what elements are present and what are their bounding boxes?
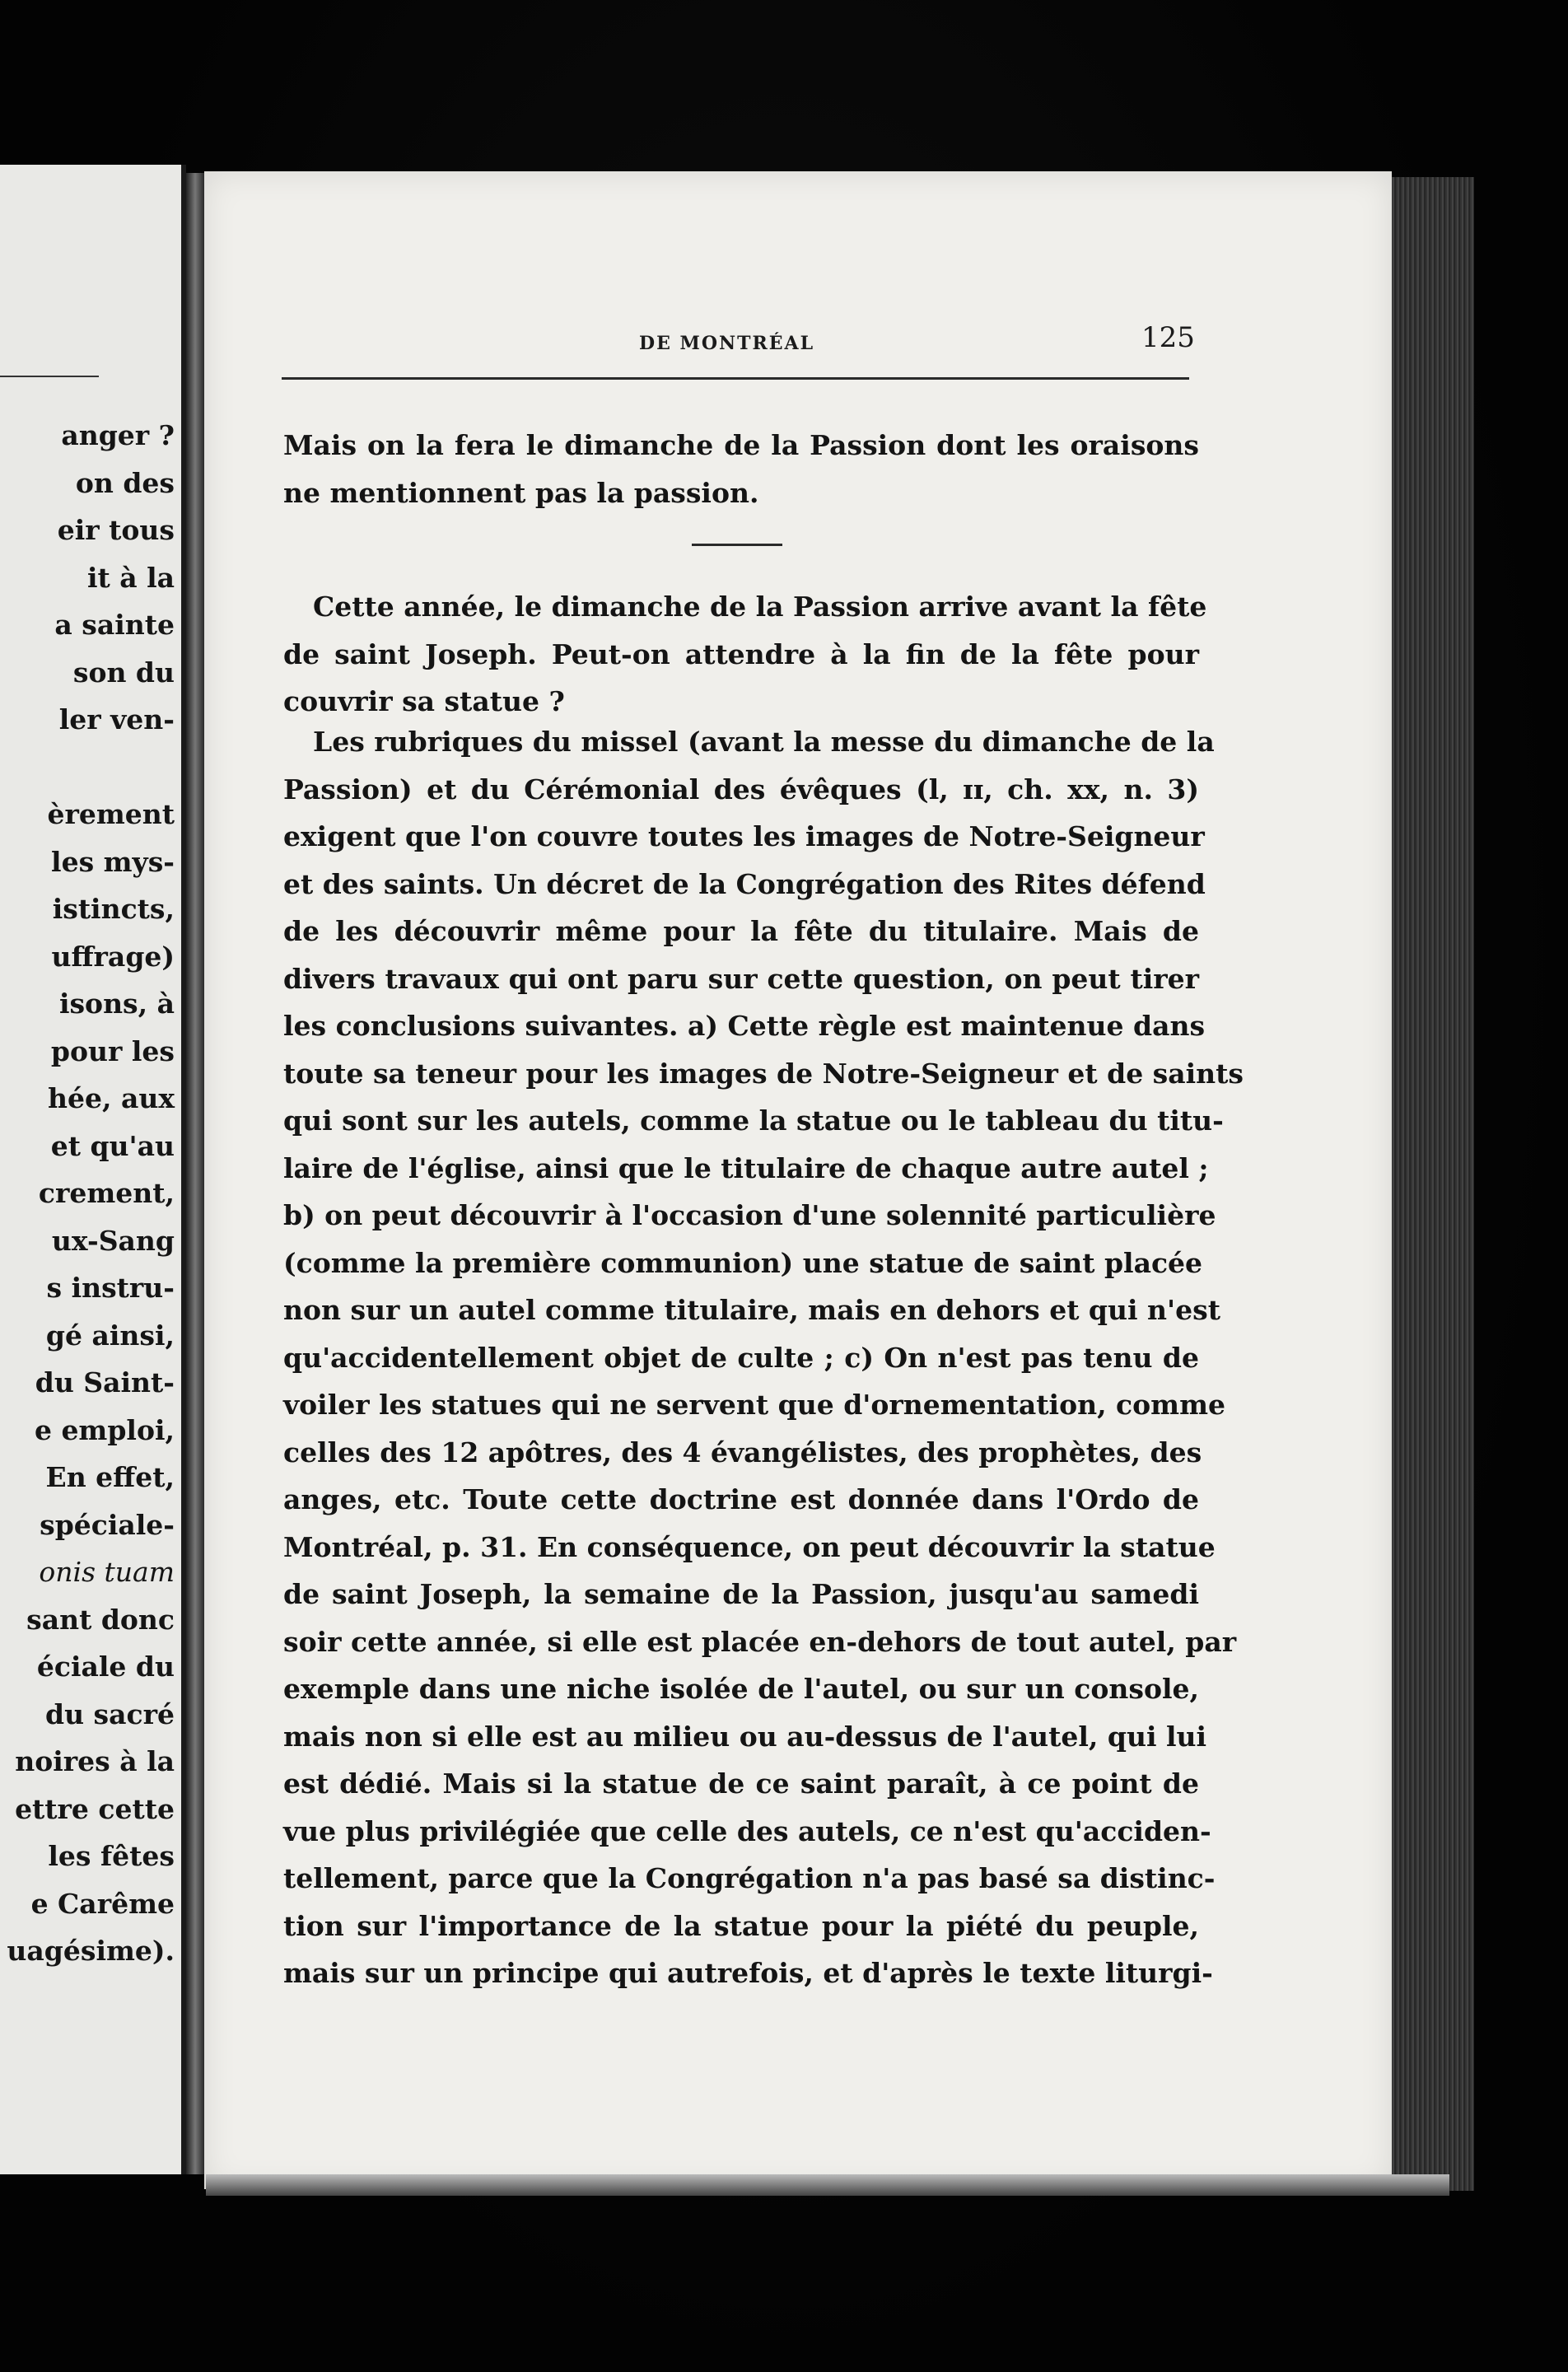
text-line: voiler les statues qui ne servent que d'ornementation, comme xyxy=(283,1389,1225,1421)
left-line: et qu'au xyxy=(50,1129,175,1162)
left-line: uagésime). xyxy=(7,1935,175,1967)
text-line: qui sont sur les autels, comme la statue ou le tableau du titu- xyxy=(283,1104,1224,1137)
text-line: tion sur l'importance de la statue pour la piété du peuple, xyxy=(283,1909,1199,1942)
text-line: non sur un autel comme titulaire, mais en dehors et qui n'est xyxy=(283,1294,1220,1326)
left-line: spéciale- xyxy=(40,1508,175,1541)
book-gutter xyxy=(186,173,204,2174)
left-line: hée, aux xyxy=(47,1082,175,1114)
text-line: laire de l'église, ainsi que le titulaire de chaque autre autel ; xyxy=(283,1151,1209,1184)
left-line: pour les xyxy=(50,1034,175,1067)
left-line: eir tous xyxy=(57,514,175,546)
text-line: mais non si elle est au milieu ou au-dessus de l'autel, qui lui xyxy=(283,1720,1207,1753)
left-line: du Saint- xyxy=(35,1366,175,1398)
page-number: 125 xyxy=(1141,321,1195,354)
text-line: est dédié. Mais si la statue de ce saint paraît, à ce point de xyxy=(283,1767,1199,1800)
left-line: ettre cette xyxy=(15,1792,175,1825)
paragraph-2 xyxy=(283,583,1207,726)
text-line: les conclusions suivantes. a) Cette règle est maintenue dans xyxy=(283,1010,1206,1042)
text-line: Mais on la fera le dimanche de la Passion dont les oraisons xyxy=(283,429,1199,461)
text-line: anges, etc. Toute cette doctrine est donnée dans l'Ordo de xyxy=(283,1483,1199,1515)
book-page-edges xyxy=(1392,177,1474,2191)
text-line: qu'accidentellement objet de culte ; c) On n'est pas tenu de xyxy=(283,1341,1199,1374)
text-line: de saint Joseph, la semaine de la Passion, jusqu'au samedi xyxy=(283,1578,1199,1610)
left-line: les mys- xyxy=(51,845,175,878)
left-page-rule xyxy=(0,376,99,377)
left-line: ler ven- xyxy=(58,703,175,735)
left-line: èrement xyxy=(47,798,175,830)
left-line: e emploi, xyxy=(34,1413,175,1446)
text-line: vue plus privilégiée que celle des autels, ce n'est qu'acciden- xyxy=(283,1814,1211,1847)
left-line-gap xyxy=(7,744,175,791)
left-line: son du xyxy=(72,656,175,689)
left-page-text xyxy=(7,412,175,1975)
text-line: Montréal, p. 31. En conséquence, on peut découvrir la statue xyxy=(283,1530,1216,1563)
left-line: e Carême xyxy=(30,1887,175,1920)
left-line: onis tuam xyxy=(39,1556,175,1588)
text-line: Les rubriques du missel (avant la messe du dimanche de la xyxy=(313,726,1215,758)
paragraph-3 xyxy=(283,718,1244,1997)
text-line: tellement, parce que la Congrégation n'a pas basé sa distinc- xyxy=(283,1862,1216,1894)
text-line: toute sa teneur pour les images de Notre-Seigneur et de saints xyxy=(283,1057,1244,1090)
left-line: a sainte xyxy=(54,609,175,641)
text-line: celles des 12 apôtres, des 4 évangélistes, des prophètes, des xyxy=(283,1436,1202,1468)
header-rule xyxy=(282,377,1189,380)
left-line: noires à la xyxy=(15,1745,175,1777)
text-line: soir cette année, si elle est placée en-dehors de tout autel, par xyxy=(283,1625,1237,1658)
left-line: ux-Sang xyxy=(51,1224,175,1257)
text-line: divers travaux qui ont paru sur cette question, on peut tirer xyxy=(283,962,1199,995)
text-line: Cette année, le dimanche de la Passion arrive avant la fête xyxy=(313,591,1207,623)
text-line: Passion) et du Cérémonial des évêques (l, ɪɪ, ch. xx, n. 3) xyxy=(283,773,1199,805)
left-line: gé ainsi, xyxy=(45,1319,175,1352)
left-line: on des xyxy=(75,466,175,499)
left-line: anger ? xyxy=(61,419,175,451)
text-line: b) on peut découvrir à l'occasion d'une solennité particulière xyxy=(283,1199,1216,1231)
left-line: it à la xyxy=(86,561,175,594)
section-divider xyxy=(692,544,782,546)
left-line: du sacré xyxy=(45,1697,175,1730)
left-line: isons, à xyxy=(58,988,175,1020)
left-line: s instru- xyxy=(46,1272,175,1304)
left-line: istincts, xyxy=(52,893,175,925)
left-page xyxy=(0,165,186,2174)
running-head: DE MONTRÉAL xyxy=(639,333,815,354)
left-line: En effet, xyxy=(45,1461,175,1493)
text-line: exigent que l'on couvre toutes les images de Notre-Seigneur xyxy=(283,820,1205,852)
text-line: de saint Joseph. Peut-on attendre à la fin de la fête pour xyxy=(283,637,1199,670)
paragraph-1 xyxy=(283,422,1199,516)
left-line: crement, xyxy=(38,1177,175,1209)
text-line: couvrir sa statue ? xyxy=(283,685,565,717)
text-line: et des saints. Un décret de la Congrégation des Rites défend xyxy=(283,867,1206,900)
left-line: éciale du xyxy=(36,1651,175,1683)
left-line: les fêtes xyxy=(48,1840,175,1872)
left-line: uffrage) xyxy=(51,940,175,973)
text-line: (comme la première communion) une statue de saint placée xyxy=(283,1246,1203,1279)
text-line: ne mentionnent pas la passion. xyxy=(283,476,759,509)
left-line: sant donc xyxy=(26,1603,175,1636)
text-line: exemple dans une niche isolée de l'autel, ou sur un console, xyxy=(283,1673,1199,1705)
book-bottom-edge xyxy=(206,2174,1449,2196)
text-line: mais sur un principe qui autrefois, et d'après le texte liturgi- xyxy=(283,1957,1213,1989)
text-line: de les découvrir même pour la fête du titulaire. Mais de xyxy=(283,915,1199,947)
